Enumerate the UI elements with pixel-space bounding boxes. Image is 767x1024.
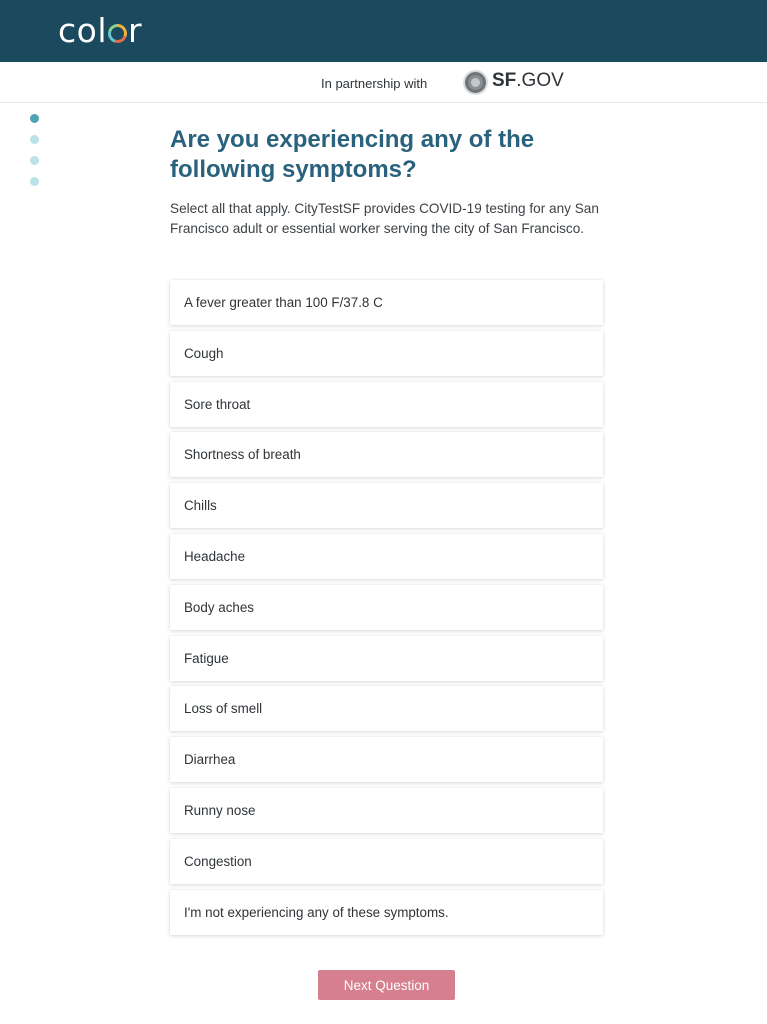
option-chills[interactable]: Chills	[170, 483, 603, 528]
option-runny-nose[interactable]: Runny nose	[170, 788, 603, 833]
option-body-aches[interactable]: Body aches	[170, 585, 603, 630]
sf-seal-icon	[463, 70, 488, 95]
logo-text-right: r	[128, 11, 143, 50]
top-bar	[0, 0, 767, 62]
question-title: Are you experiencing any of the following symptoms?	[170, 126, 535, 183]
option-fatigue[interactable]: Fatigue	[170, 636, 603, 681]
partner-text: In partnership with	[321, 76, 428, 91]
option-no-symptoms[interactable]: I'm not experiencing any of these symptoms.	[170, 890, 603, 935]
option-shortness-of-breath[interactable]: Shortness of breath	[170, 432, 603, 477]
sfgov-bold: SF	[492, 70, 517, 91]
option-headache[interactable]: Headache	[170, 534, 603, 579]
logo-text-left: col	[58, 11, 108, 50]
option-cough[interactable]: Cough	[170, 331, 603, 376]
color-logo[interactable]	[58, 11, 142, 50]
question-subtitle: Select all that apply. CityTestSF provides COVID-19 testing for any San Francisco adult or essential worker serving the city of San Francisco.	[170, 201, 599, 236]
option-loss-of-smell[interactable]: Loss of smell	[170, 686, 603, 731]
progress-dot-step-3	[30, 156, 39, 165]
progress-dot-step-2	[30, 135, 39, 144]
sfgov-rest: .GOV	[516, 70, 564, 91]
option-congestion[interactable]: Congestion	[170, 839, 603, 884]
sfgov-logo	[492, 70, 564, 92]
option-diarrhea[interactable]: Diarrhea	[170, 737, 603, 782]
logo-ring-icon	[108, 24, 127, 43]
option-sore-throat[interactable]: Sore throat	[170, 382, 603, 427]
progress-dot-step-1	[30, 114, 39, 123]
next-question-button[interactable]: Next Question	[318, 970, 455, 1000]
partner-bar	[0, 62, 767, 103]
progress-dot-step-4	[30, 177, 39, 186]
symptom-options	[170, 280, 603, 940]
option-fever[interactable]: A fever greater than 100 F/37.8 C	[170, 280, 603, 325]
